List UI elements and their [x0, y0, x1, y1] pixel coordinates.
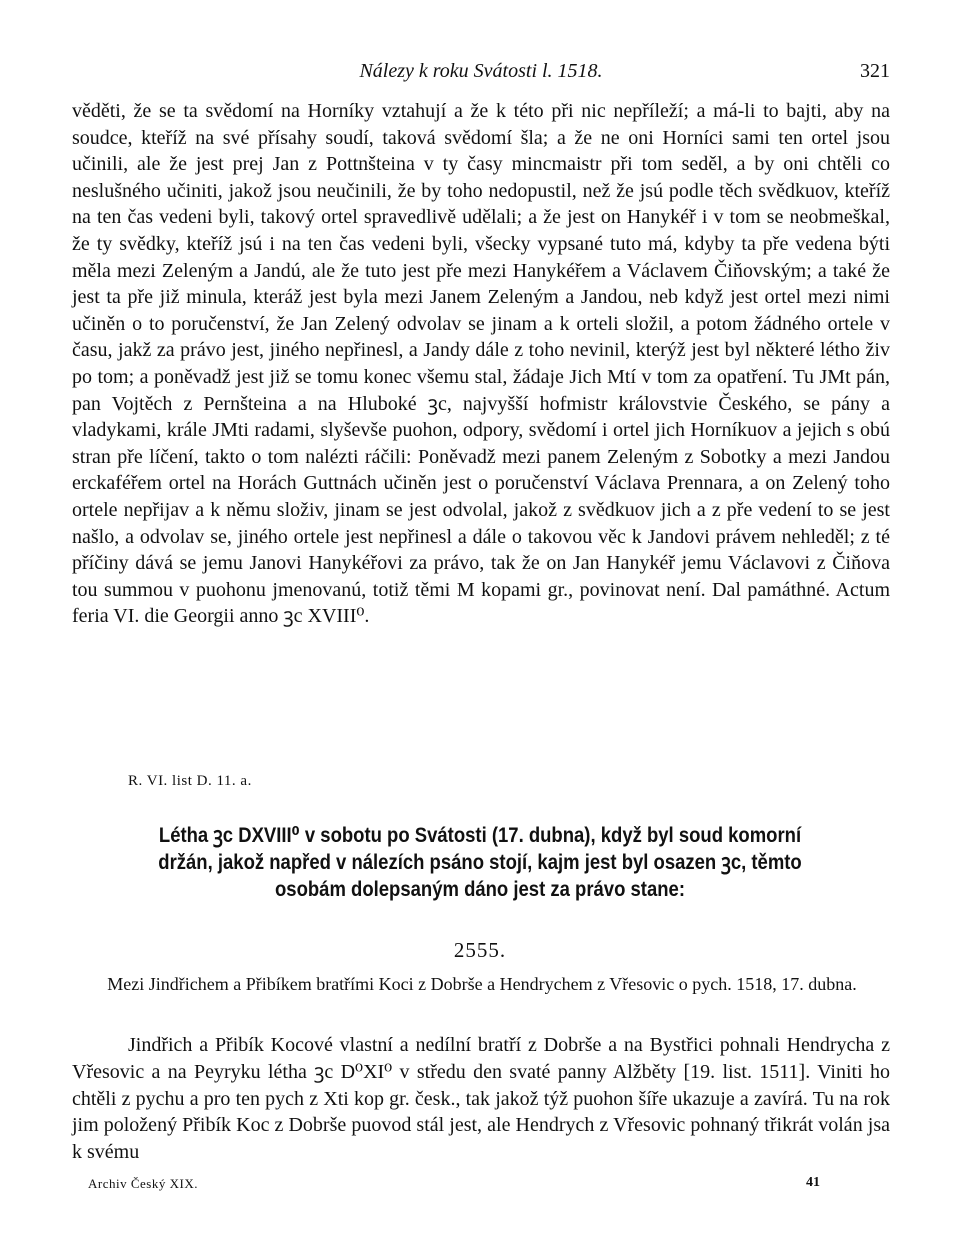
body-paragraph: věděti, že se ta svědomí na Horníky vztahují a že k této při nic nepříleží; a má-li to bajti, aby na soudce, kteříž na své přísahy soudí, taková svědomí šla; a že ne oni Horníci sami ten ortel jsou učinili, ale že jest prej Jan z Pottnšteina v ty časy mincmaistr při tom seděl, a by oni chtěli co neslušného učiniti, jakož jsou neučinili, že by toho nedopustil, než že jsú podle těch svědkuov, kteříž na ten čas vedeni byli, takový ortel spravedlivě udělali; a že jest on Hanykéř i v tom se neobmeškal, že ty svědky, kteříž jsú i na ten čas vedeni byli, všecky vypsané tuto má, kdyby ta pře vedena býti měla mezi Zeleným a Jandú, ale že tuto jest pře mezi Hanykéřem a Václavem Čiňovským; a také že jest ta pře již minula, kteráž jest byla mezi Janem Zeleným a Jandou, neb když jest ortel mezi nimi učiněn o to poručenství, že Jan Zelený odvolav se jinam a k orteli složil, a potom žádného ortele v času, jakž za právo jest, jiného nepřinesl, a Jandy dále z toho nevinil, kterýž jest byl některé létho živ po tom; a poněvadž jest již se tomu konec všemu stal, žádaje Jich Mtí v tom za opatření. Tu JMt pán, pan Vojtěch z Pernšteina a na Hluboké ꝫc, najvyšší hofmistr královstvie Českého, se pány a vladykami, krále JMti radami, slyševše puohon, odpory, svědomí i ortel jich Horníkuov a jejich s obú stran pře líčení, takto o tom nalézti ráčili: Poněvadž mezi panem Zeleným z Sobotky a mezi Jandou erckaféřem ortel na Horách Guttnách učiněn jest o poručenství Václava Prennara, a on Zelený toho ortele nepřijav a k němu složiv, jinam se jest odvolal, jakož z svědkuov jich a z pře vedení to se jest našlo, a odvolav se, jiného ortele jest nepřinesl a dále o takovou věc k Jandovi právem nehleděl; z té příčiny dává se jemu Janovi Hanykéřovi za právo, tak že on Jan Hanykéř jemu Václavovi z Čiňova tou summou v puohonu jmenovanú, totiž těmi M kopami gr., povinovat není. Dal památhné. Actum feria VI. die Georgii anno ꝫc XVIII⁰. [72, 100, 890, 628]
footer-signature: Archiv Český XIX. [88, 1176, 198, 1191]
entry-number: 2555. [453, 938, 507, 962]
running-title: Nálezy k roku Svátosti l. 1518. [359, 60, 603, 82]
entry-paragraph: Jindřich a Přibík Kocové vlastní a nedílní bratří z Dobrše a na Bystřici pohnali Hendrycha z Vřesovic a na Peyryku létha ꝫc D⁰XI⁰ v středu den svaté panny Alžběty [19. list. 1511]. Viniti ho chtěli z pychu a pro ten pych z Xti kop gr. česk., tak jakož týž puohon šíře ukazuje a zavírá. Tu na rok jim položený Přibík Koc z Dobrše puovod stál jest, ale Hendrych z Vřesovic pohnaný třikrát volán jsa k svému [72, 1034, 890, 1164]
source-reference: R. VI. list D. 11. a. [128, 773, 252, 789]
page-number: 321 [860, 60, 890, 82]
footer-sheet-number: 41 [806, 1175, 820, 1190]
page-header [72, 58, 890, 88]
entry-summary: Mezi Jindřichem a Přibíkem bratřími Koci z Dobrše a Hendrychem z Vřesovic o pych. 1518, 17. dubna. [107, 974, 857, 994]
section-heading: Létha ꝫc DXVIII⁰ v sobotu po Svátosti (17. dubna), když byl soud komorní držán, jakož napřed v nálezích psáno stojí, kajm jest byl osazen ꝫc, těmto osobám dolepsaným dáno jest za právo stane: [158, 823, 802, 901]
